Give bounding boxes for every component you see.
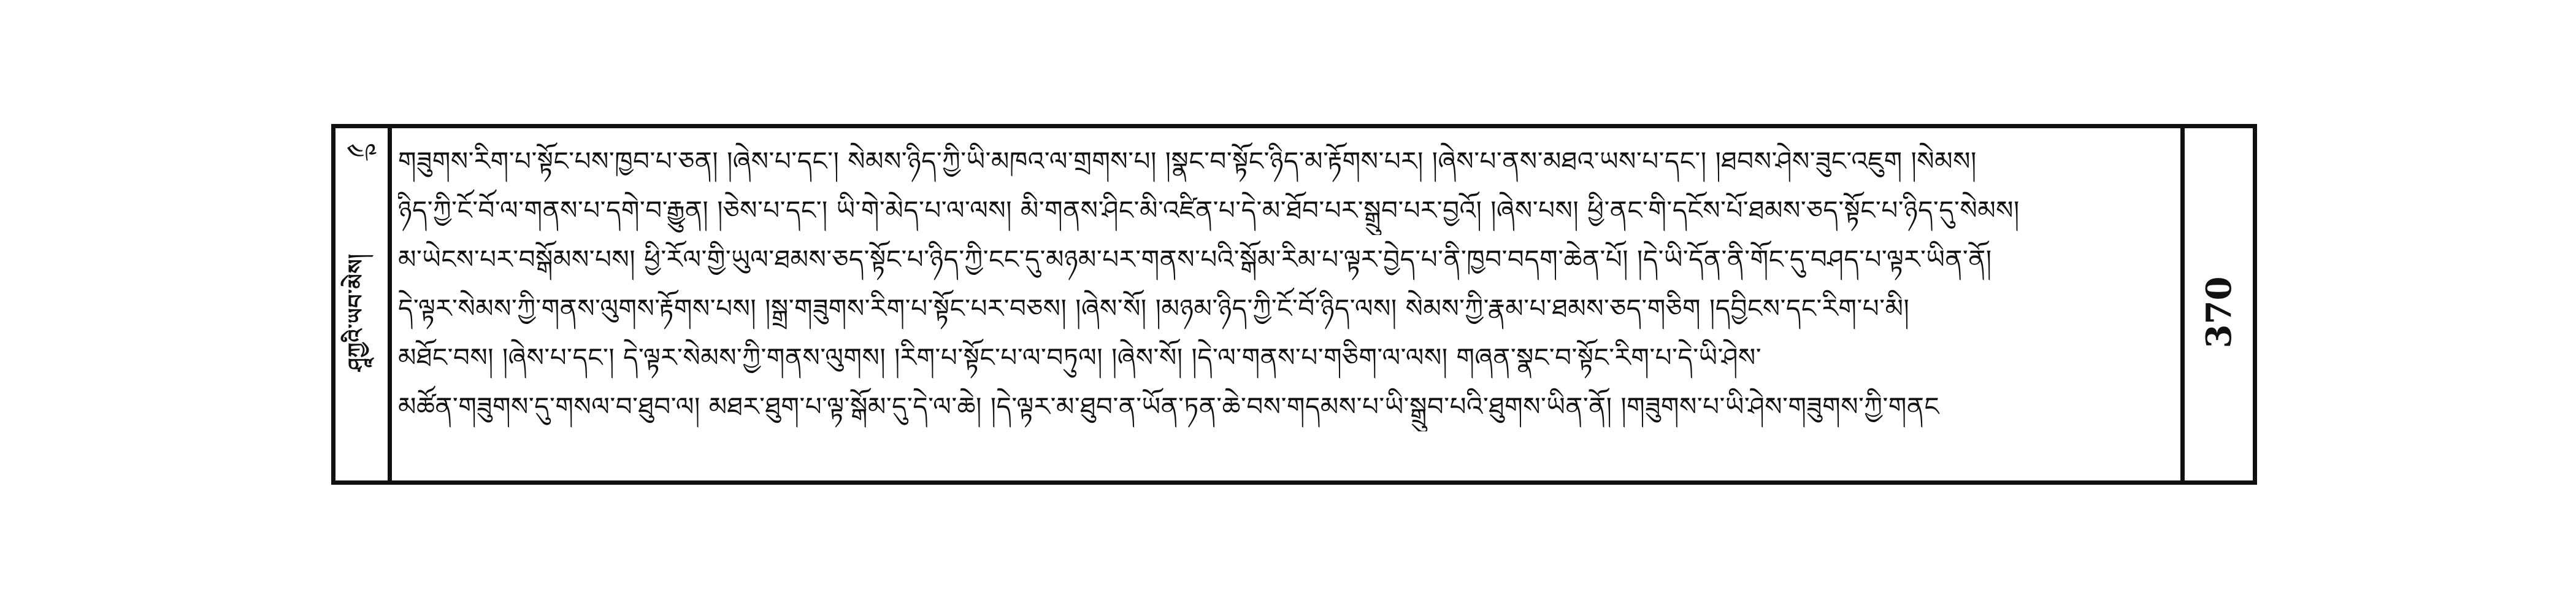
page-number: 370 bbox=[2198, 276, 2239, 349]
folio-marker: ༤༩ bbox=[346, 138, 378, 168]
side-title: ཤཱཀྱའི་ཡབ་མེས། bbox=[343, 253, 369, 371]
text-line-1: གཟུགས་རིག་པ་སྟོང་པས་ཁྱབ་པ་ཅན། །ཞེས་པ་དང་། སེམས་ཉིད་ཀྱི་ཡི་མཁའ་ལ་གྲགས་པ། །སྣང་བ་སྟོང་ཉིད་མ་རྟོགས་པར། །ཞེས་པ་ནས་མཐའ་ཡས་པ་དང་། །ཐབས་ཤེས་ཟུང་འཇུག །སེམས། bbox=[398, 146, 1977, 176]
folio-frame bbox=[331, 124, 2257, 485]
text-line-5: མཐོང་བས། །ཞེས་པ་དང་། དེ་ལྟར་སེམས་ཀྱི་གནས་ལུགས། །རིག་པ་སྟོང་པ་ལ་བཏུལ། །ཞེས་སོ། །དེ་ལ་གནས་པ་གཅིག་ལ་ལས། གཞན་སྣང་བ་སྟོང་རིག་པ་དེ་ཡི་ཤེས་ bbox=[398, 342, 1762, 372]
text-line-3: མ་ཡེངས་པར་བསྒོམས་པས། ཕྱི་རོལ་གྱི་ཡུལ་ཐམས་ཅད་སྟོང་པ་ཉིད་ཀྱི་ངང་དུ་མཉམ་པར་གནས་པའི་སྒོམ་རིམ་པ་ལྟར་བྱེད་པ་ནི་ཁྱབ་བདག་ཆེན་པོ། །དེ་ཡི་དོན་ནི་གོང་དུ་བཤད་པ་ལྟར་ཡིན་ནོ། bbox=[398, 244, 1992, 274]
text-line-2: ཉིད་ཀྱི་ངོ་བོ་ལ་གནས་པ་དགེ་བ་རྒྱུན། །ཅེས་པ་དང་། ཡི་གེ་མེད་པ་ལ་ལས། མི་གནས་ཤིང་མི་འཛིན་པ་དེ་མ་ཐོབ་པར་སྒྲུབ་པར་བྱའོ། །ཞེས་པས། ཕྱི་ནང་གི་དངོས་པོ་ཐམས་ཅད་སྟོང་པ་ཉིད་དུ་སེམས། bbox=[398, 195, 2020, 225]
text-body bbox=[398, 137, 2174, 472]
text-line-6: མཚོན་གཟུགས་དུ་གསལ་བ་ཐུབ་ལ། མཐར་ཐུག་པ་ལྟ་སྒོམ་དུ་དེ་ལ་ཆེ། །དེ་ལྟར་མ་ཐུབ་ན་ཡོན་ཏན་ཆེ་བས་གདམས་པ་ཡི་སྒྲུབ་པའི་ཐུགས་ཡིན་ནོ། །གཟུགས་པ་ཡི་ཤེས་གཟུགས་ཀྱི་གནང bbox=[398, 391, 1940, 422]
text-line-4: དེ་ལྟར་སེམས་ཀྱི་གནས་ལུགས་རྟོགས་པས། །སྒྲ་གཟུགས་རིག་པ་སྟོང་པར་བཅས། །ཞེས་སོ། །མཉམ་ཉིད་ཀྱི་ངོ་བོ་ཉིད་ལས། སེམས་ཀྱི་རྣམ་པ་ཐམས་ཅད་གཅིག །དབྱིངས་དང་རིག་པ་མི། bbox=[398, 293, 1910, 323]
right-margin bbox=[2180, 128, 2253, 480]
left-margin bbox=[335, 128, 392, 480]
